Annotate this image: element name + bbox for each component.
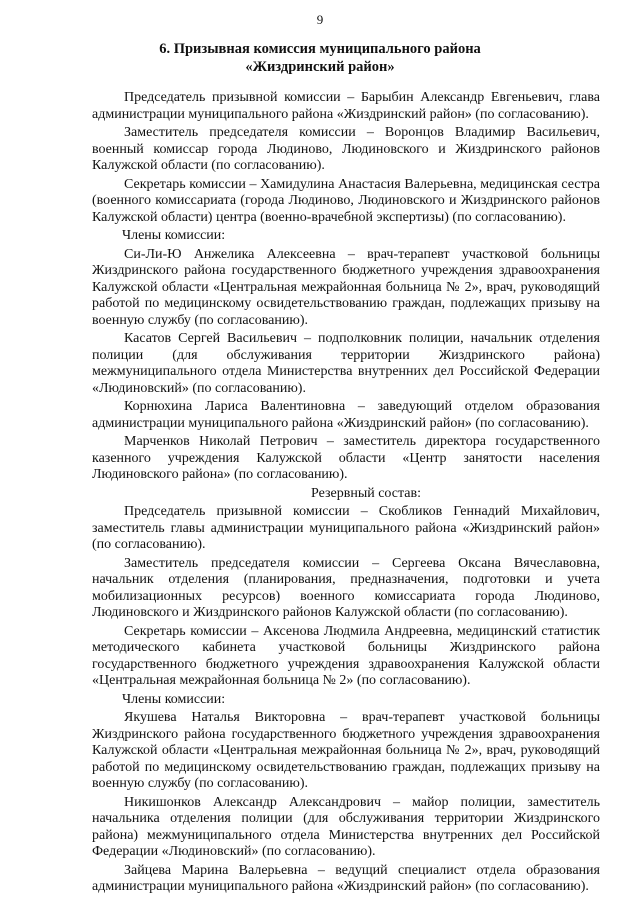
section-title: [90, 40, 550, 76]
secretary-paragraph: Секретарь комиссии – Хамидулина Анастасия Валерьевна, медицинская сестра (военного комиссариата (города Людиново, Людиновского и Жиздринского районов Калужской области) центра (военно-врачебной экспертизы) (по согласованию).: [92, 176, 600, 225]
page-number: 9: [316, 12, 324, 27]
section-title-line2: «Жиздринский район»: [245, 59, 395, 75]
reserve-deputy-paragraph: Заместитель председателя комиссии – Сергеева Оксана Вячеславовна, начальник отделения (планирования, предназначения, подготовки и учета мобилизационных ресурсов) военного комиссариата города Людиново, Людиновского и Жиздринского районов Калужской области (по согласованию).: [92, 555, 600, 620]
member-paragraph: Корнюхина Лариса Валентиновна – заведующий отделом образования администрации муниципального района «Жиздринский район» (по согласованию).: [92, 399, 600, 431]
reserve-member-paragraph: Никишонков Александр Александрович – майор полиции, заместитель начальника отделения полиции (для обслуживания территории Жиздринского района) межмуниципального отдела Министерства внутренних дел Российской Федерации «Людиновский» (по согласованию).: [92, 794, 600, 859]
reserve-members-heading: Члены комиссии:: [122, 691, 226, 707]
member-paragraph: Си-Ли-Ю Анжелика Алексеевна – врач-терапевт участковой больницы Жиздринского района государственного бюджетного учреждения здравоохранения Калужской области «Центральная межрайонная больница № 2», врач, руководящий работой по медицинскому освидетельствованию граждан, подлежащих призыву на военную службу (по согласованию).: [92, 246, 600, 328]
member-paragraph: Касатов Сергей Васильевич – подполковник полиции, начальник отделения полиции (для обслуживания территории Жиздринского района) межмуниципального отдела Министерства внутренних дел Российской Федерации «Людиновский» (по согласованию).: [92, 331, 600, 396]
deputy-chairman-paragraph: Заместитель председателя комиссии – Воронцов Владимир Васильевич, военный комиссар города Людиново, Людиновского и Жиздринского районов Калужской области (по согласованию).: [92, 125, 600, 173]
chairman-paragraph: Председатель призывной комиссии – Барыбин Александр Евгеньевич, глава администрации муниципального района «Жиздринский район» (по согласованию).: [92, 90, 600, 122]
reserve-member-paragraph: Зайцева Марина Валерьевна – ведущий специалист отдела образования администрации муниципального района «Жиздринский район» (по согласованию).: [92, 862, 600, 894]
section-title-line1: 6. Призывная комиссия муниципального района: [159, 41, 481, 57]
members-heading: Члены комиссии:: [122, 228, 226, 243]
reserve-chairman-paragraph: Председатель призывной комиссии – Скобликов Геннадий Михайлович, заместитель главы администрации муниципального района «Жиздринский район» (по согласованию).: [92, 504, 600, 552]
member-paragraph: Марченков Николай Петрович – заместитель директора государственного казенного учреждения Калужской области «Центр занятости населения Людиновского района» (по согласованию).: [92, 434, 600, 482]
reserve-secretary-paragraph: Секретарь комиссии – Аксенова Людмила Андреевна, медицинский статистик методического кабинета участковой больницы Жиздринского района государственного бюджетного учреждения здравоохранения Калужской области «Центральная межрайонная больница № 2» (по согласованию).: [92, 623, 600, 688]
reserve-member-paragraph: Якушева Наталья Викторовна – врач-терапевт участковой больницы Жиздринского района государственного бюджетного учреждения здравоохранения Калужской области «Центральная межрайонная больница № 2», врач, руководящий работой по медицинскому освидетельствованию граждан, подлежащих призыву на военную службу (по согласованию).: [92, 710, 600, 791]
reserve-heading: Резервный состав:: [310, 485, 421, 501]
document-body: [92, 90, 600, 898]
